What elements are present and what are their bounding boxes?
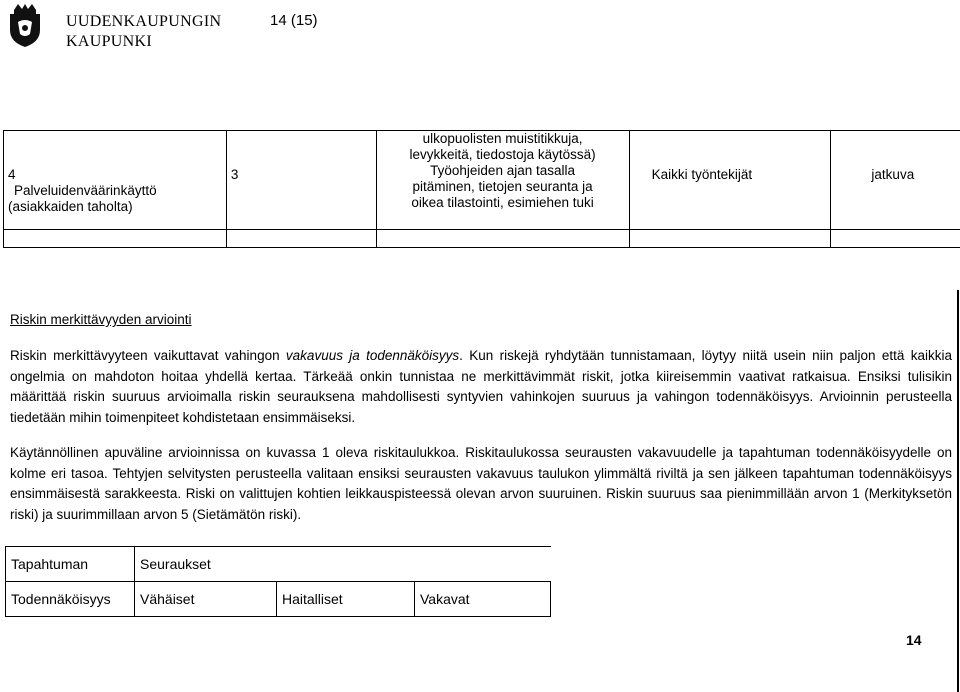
matrix-cell: Vähäiset bbox=[135, 582, 277, 617]
matrix-cell: Haitalliset bbox=[277, 582, 415, 617]
margin-line bbox=[957, 290, 959, 692]
italic-term: vakavuus ja todennäköisyys bbox=[285, 348, 460, 363]
risk-name: Palveluidenväärinkäyttö bbox=[14, 183, 157, 198]
action-line: oikea tilastointi, esimiehen tuki bbox=[411, 195, 594, 210]
schedule: jatkuva bbox=[871, 167, 915, 182]
risk-cell-responsible bbox=[629, 131, 831, 230]
action-line: levykkeitä, tiedostoja käytössä) bbox=[409, 147, 596, 162]
table-row bbox=[4, 230, 960, 248]
risk-number: 4 bbox=[8, 167, 16, 182]
page-number: 14 (15) bbox=[270, 12, 318, 29]
risk-matrix-table bbox=[5, 546, 551, 617]
paragraph: Riskin merkittävyyteen vaikuttavat vahingon vakavuus ja todennäköisyys. Kun riskejä ryhdytään tunnistamaan, löytyy niitä usein niin paljon että kaikkia ongelmia on mahdoton hoitaa yhdellä kertaa. Tärkeää onkin tunnistaa ne merkittävimmät riskit, jotka kiireisemmin vaativat ratkaisua. Ensiksi tulisikin määrittää riskin suuruus arvioimalla riskin seurauksena mahdollisesti syntyvien vahinkojen suuruus ja vahingon todennäköisyys. Arvioinnin perusteella tiedetään mihin toimenpiteet kohdistetaan ensimmäiseksi. bbox=[10, 348, 952, 425]
responsible: Kaikki työntekijät bbox=[651, 167, 753, 182]
matrix-cell: Vakavat bbox=[415, 582, 551, 617]
risk-cell-actions bbox=[376, 131, 629, 230]
action-line: ulkopuolisten muistitikkuja, bbox=[422, 131, 583, 146]
matrix-cell: Todennäköisyys bbox=[6, 582, 135, 617]
paragraph: Käytännöllinen apuväline arvioinnissa on kuvassa 1 oleva riskitaulukkoa. Riskitaulukossa seurausten vakavuudelle ja tapahtuman todennäköisyydelle on kolme eri tasoa. Tehtyjen selvitysten perusteella valitaan ensiksi seurausten vakavuus taulukon ylimmältä riviltä ja sen jälkeen tapahtuman todennäköisyys ensimmäisestä sarakkeesta. Riski on valittujen kohtien leikkauspisteessä olevan arvon suuruinen. Riskin suuruus saa pienimmillään arvon 1 (Merkityksetön riski) ja suurimmillaan arvon 5 (Sietämätön riski). bbox=[10, 445, 952, 522]
org-line-1: UUDENKAUPUNGIN bbox=[66, 13, 222, 30]
risk-source: (asiakkaiden taholta) bbox=[8, 199, 133, 214]
city-crest-logo bbox=[8, 4, 42, 48]
risk-value: 3 bbox=[230, 167, 239, 182]
organization-name bbox=[66, 12, 221, 52]
action-line: pitäminen, tietojen seuranta ja bbox=[412, 179, 593, 194]
risk-cell-schedule bbox=[831, 131, 960, 230]
matrix-header-cell: Tapahtuman bbox=[6, 547, 135, 582]
table-row bbox=[4, 131, 960, 230]
risk-cell-value bbox=[226, 131, 376, 230]
risk-cell-name bbox=[4, 131, 227, 230]
action-line: Työohjeiden ajan tasalla bbox=[430, 163, 575, 178]
org-line-2: KAUPUNKI bbox=[66, 33, 152, 50]
matrix-header-cell: Seuraukset bbox=[135, 547, 551, 582]
section-heading: Riskin merkittävyyden arviointi bbox=[10, 312, 192, 327]
table-row bbox=[6, 582, 551, 617]
footer-page-number: 14 bbox=[906, 632, 922, 648]
table-row bbox=[6, 547, 551, 582]
risk-table bbox=[3, 130, 960, 248]
